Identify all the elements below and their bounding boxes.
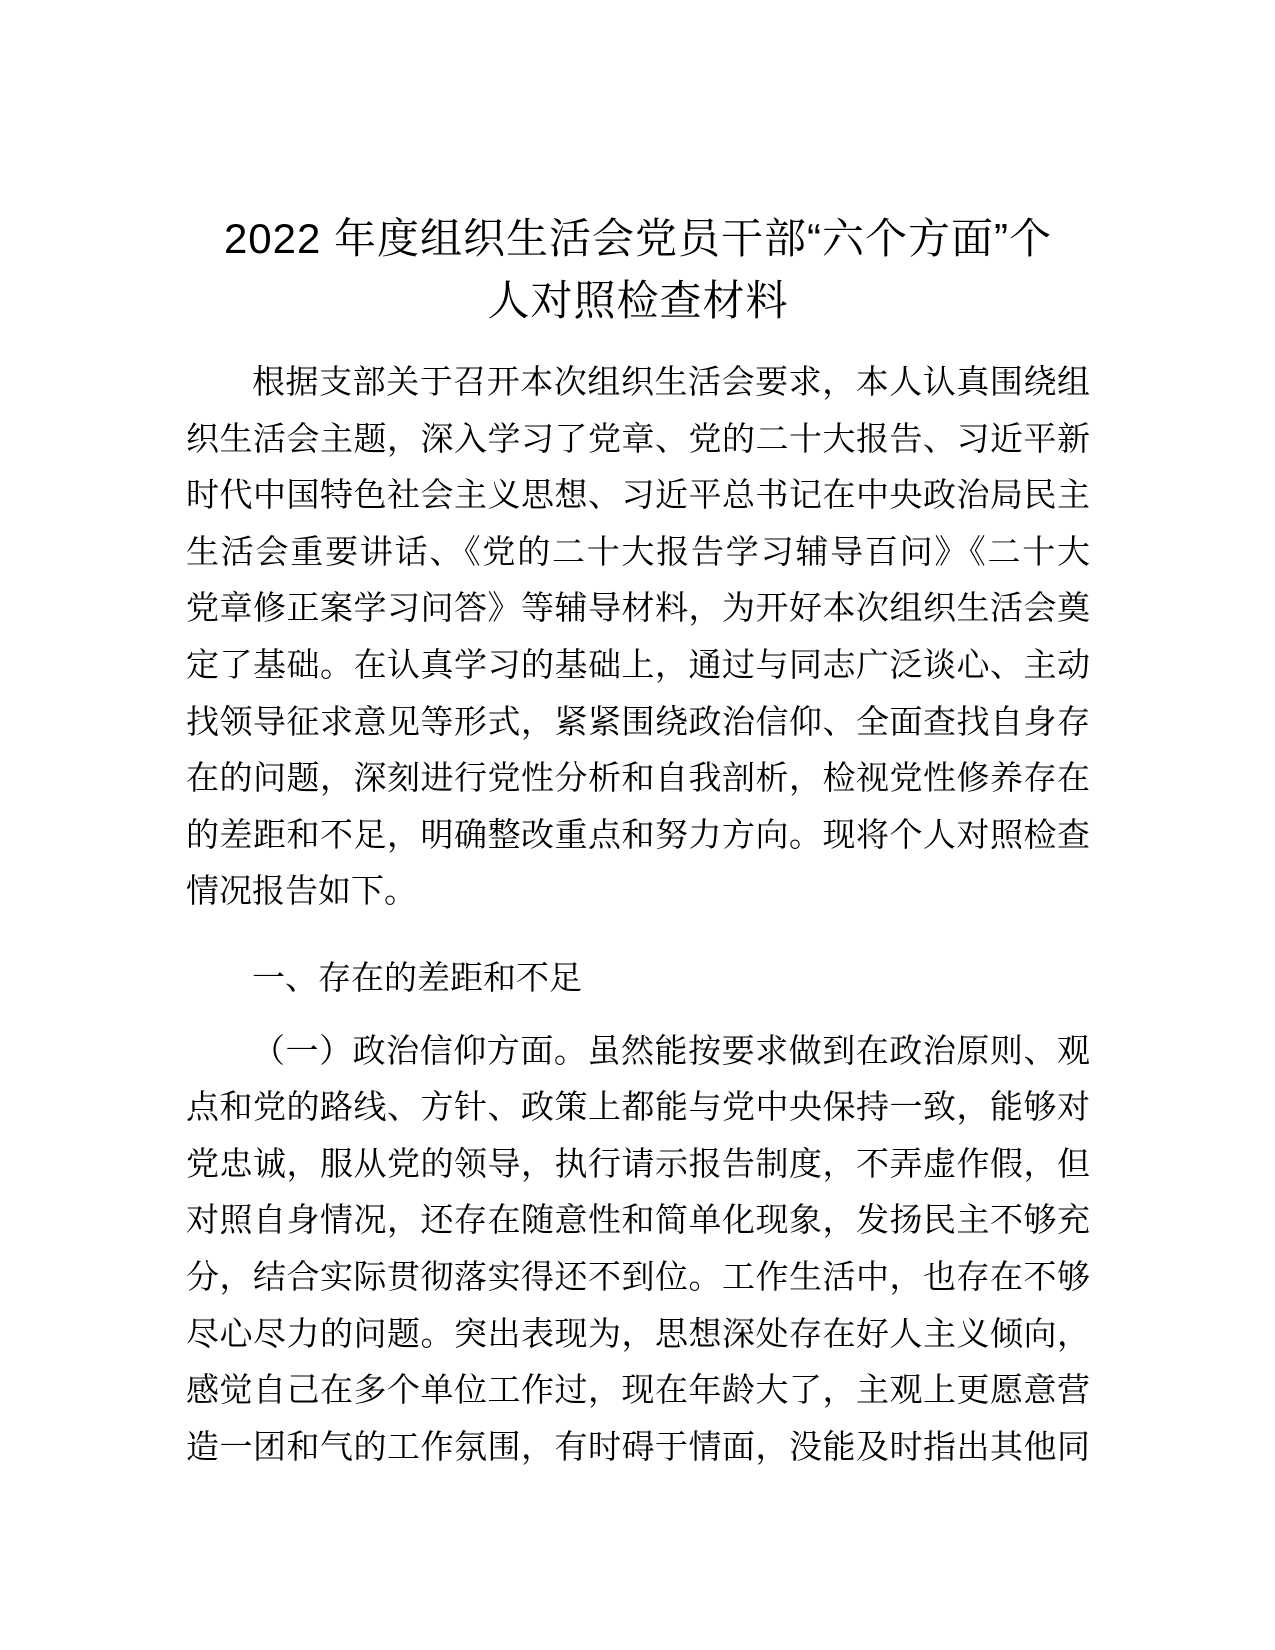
paragraph-item-1 xyxy=(186,1023,1090,1476)
text-line: 定了基础。在认真学习的基础上，通过与同志广泛谈心、主动 xyxy=(186,645,1090,683)
text-line: 点和党的路线、方针、政策上都能与党中央保持一致，能够对 xyxy=(186,1088,1090,1126)
text-line: 的差距和不足，明确整改重点和努力方向。现将个人对照检查 xyxy=(186,815,1090,853)
section-heading xyxy=(186,950,1090,1007)
text-line: 分，结合实际贯彻落实得还不到位。工作生活中，也存在不够 xyxy=(186,1257,1090,1295)
text-line: 织生活会主题，深入学习了党章、党的二十大报告、习近平新 xyxy=(186,419,1090,457)
document-title-line-2: 人对照检查材料 xyxy=(487,277,789,324)
text-line: 党章修正案学习问答》等辅导材料，为开好本次组织生活会奠 xyxy=(186,589,1090,627)
text-line: 尽心尽力的问题。突出表现为，思想深处存在好人主义倾向， xyxy=(186,1314,1090,1352)
document-title xyxy=(186,0,1090,332)
text-line: （一）政治信仰方面。虽然能按要求做到在政治原则、观 xyxy=(252,1031,1090,1069)
paragraph-intro xyxy=(186,354,1090,920)
document-content xyxy=(186,0,1090,1475)
section-heading-text: 一、存在的差距和不足 xyxy=(252,958,582,996)
text-line: 对照自身情况，还存在随意性和简单化现象，发扬民主不够充 xyxy=(186,1201,1090,1239)
text-line: 在的问题，深刻进行党性分析和自我剖析，检视党性修养存在 xyxy=(186,759,1090,797)
text-line: 感觉自己在多个单位工作过，现在年龄大了，主观上更愿意营 xyxy=(186,1371,1090,1409)
text-line: 找领导征求意见等形式，紧紧围绕政治信仰、全面查找自身存 xyxy=(186,702,1090,740)
text-line: 造一团和气的工作氛围，有时碍于情面，没能及时指出其他同 xyxy=(186,1427,1090,1465)
text-line: 生活会重要讲话、《党的二十大报告学习辅导百问》《二十大 xyxy=(186,532,1090,570)
document-title-line-1: 2022 年度组织生活会党员干部“六个方面”个 xyxy=(223,215,1053,262)
text-line: 根据支部关于召开本次组织生活会要求，本人认真围绕组 xyxy=(252,363,1090,400)
text-line: 党忠诚，服从党的领导，执行请示报告制度，不弄虚作假，但 xyxy=(186,1144,1090,1182)
text-line: 情况报告如下。 xyxy=(186,872,417,910)
text-line: 时代中国特色社会主义思想、习近平总书记在中央政治局民主 xyxy=(186,476,1090,514)
